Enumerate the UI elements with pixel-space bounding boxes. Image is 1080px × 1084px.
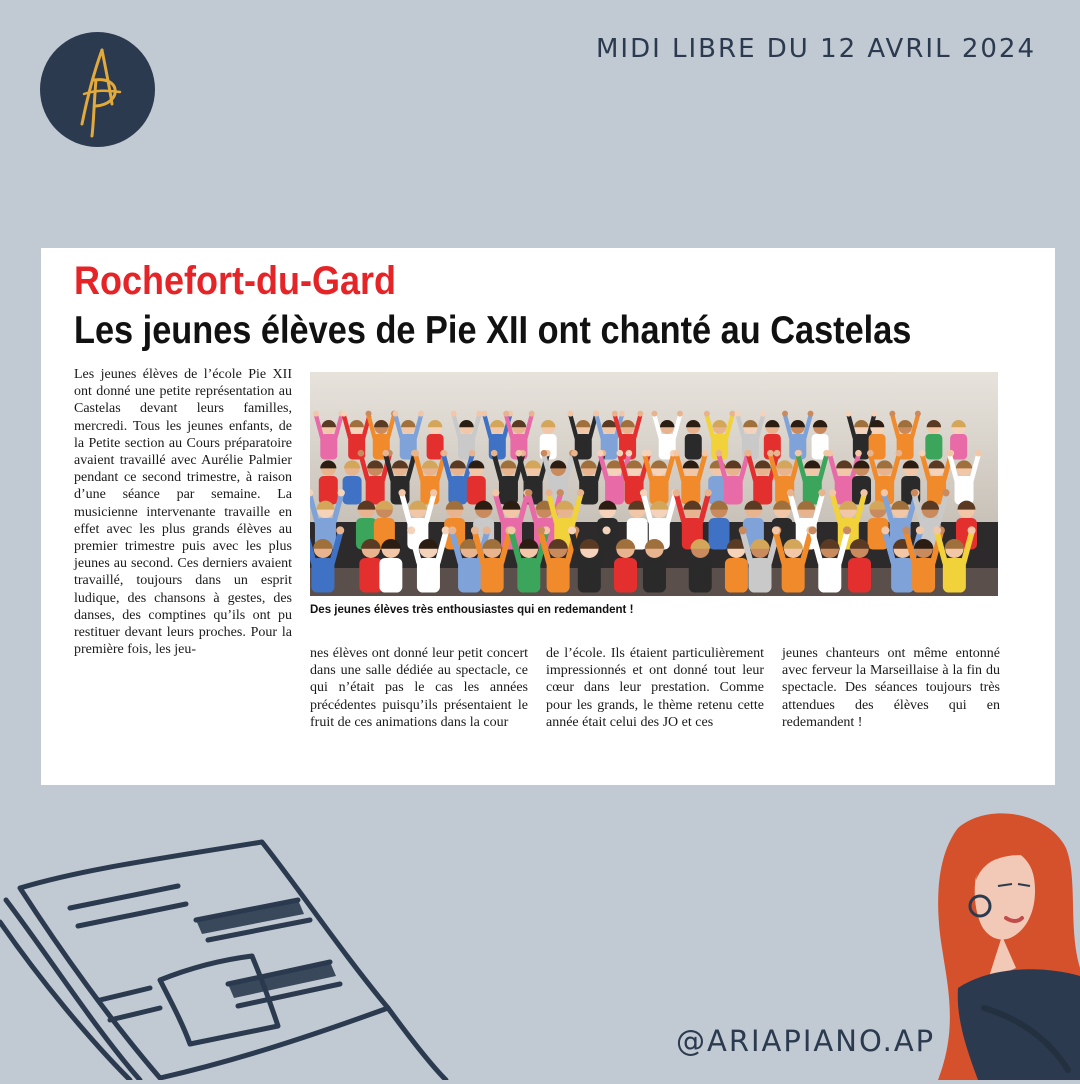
publication-date: MIDI LIBRE DU 12 AVRIL 2024 — [595, 34, 1036, 64]
child-figure — [848, 539, 871, 592]
woman-illustration — [918, 808, 1080, 1080]
child-figure — [343, 460, 362, 504]
child-figure — [319, 460, 338, 504]
article-column-1: Les jeunes élèves de l’école Pie XII ont donné une petite représentation au Castelas devant leurs familles, mercredi. Tous les jeunes enfants, de la Petite section au Cours préparatoire avaient travaillé avec Aurélie Palmier pendant ce second trimestre, à raison d’une séance par semaine. La musicienne intervenante travaille en effet avec les plus grands élèves au premier trimestre puis avec les plus jeunes au second. Ces derniers avaient travaillé, toujours dans un esprit ludique, des chansons à gestes, des danses, des comptines qu’ils ont pu restituer devant leurs proches. Pour la première fois, les jeu- — [74, 367, 292, 658]
child-figure — [614, 539, 637, 592]
child-figure — [689, 539, 712, 592]
newspaper-clipping — [41, 248, 1055, 785]
article-kicker: Rochefort-du-Gard — [74, 259, 396, 303]
brand-logo — [40, 32, 155, 147]
instagram-handle[interactable]: @ARIAPIANO.AP — [676, 1024, 936, 1058]
newspaper-icon — [0, 830, 460, 1080]
child-figure — [685, 420, 702, 460]
article-column-2: nes élèves ont donné leur petit concert dans une salle dédiée au spectacle, ce qui n’était pas le cas les années précédentes puisqu’ils présentaient le fruit de ces animations dans la cour — [310, 646, 528, 730]
article-column-3: de l’école. Ils étaient particulièrement impressionnés et ont donné tout leur cœur dans leur prestation. Comme pour les grands, le thème retenu cette année était celui des JO et ces — [546, 646, 764, 730]
child-figure — [467, 460, 486, 504]
woman-avatar-icon — [918, 808, 1080, 1080]
child-figure — [925, 420, 942, 460]
article-body — [74, 366, 1022, 766]
article-photo — [310, 372, 998, 596]
ap-monogram-icon — [40, 32, 155, 147]
child-figure — [359, 539, 382, 592]
article-column-4: jeunes chanteurs ont même entonné avec ferveur la Marseillaise à la fin du spectacle. Des séances toujours très attendues des élèves qui en redemandent ! — [782, 646, 1000, 730]
child-figure — [709, 501, 730, 550]
child-figure — [597, 501, 618, 550]
child-figure — [379, 539, 402, 592]
child-figure — [643, 539, 666, 592]
newspaper-illustration — [0, 830, 460, 1080]
photo-caption: Des jeunes élèves très enthousiastes qui en redemandent ! — [310, 604, 634, 616]
article-headline: Les jeunes élèves de Pie XII ont chanté au Castelas — [74, 309, 912, 352]
children-choir-photo — [310, 372, 998, 596]
